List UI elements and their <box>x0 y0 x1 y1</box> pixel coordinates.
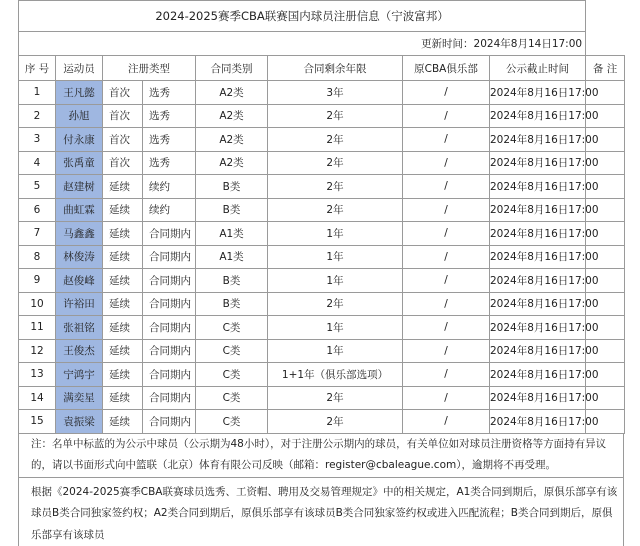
cell-deadline: 2024年8月16日17:00 <box>490 151 586 175</box>
cell-registration-type: 延续 <box>103 269 143 293</box>
table-row <box>19 410 625 434</box>
table-row <box>19 151 625 175</box>
cell-registration-type: 延续 <box>103 316 143 340</box>
cell-registration-subtype: 合同期内 <box>143 245 196 269</box>
registration-table <box>18 0 625 434</box>
cell-no: 1 <box>19 81 56 105</box>
cell-no: 8 <box>19 245 56 269</box>
cell-no: 15 <box>19 410 56 434</box>
header-remark: 备 注 <box>586 56 625 81</box>
cell-registration-subtype: 合同期内 <box>143 386 196 410</box>
cell-contract-years: 2年 <box>268 104 403 128</box>
cell-former-club: / <box>403 363 490 387</box>
cell-contract-type: A2类 <box>196 128 268 152</box>
table-row <box>19 386 625 410</box>
cell-deadline: 2024年8月16日17:00 <box>490 175 586 199</box>
cell-contract-years: 3年 <box>268 81 403 105</box>
cell-former-club: / <box>403 339 490 363</box>
cell-former-club: / <box>403 386 490 410</box>
cell-no: 12 <box>19 339 56 363</box>
cell-registration-subtype: 选秀 <box>143 81 196 105</box>
cell-contract-type: B类 <box>196 198 268 222</box>
note-regulation: 根据《2024-2025赛季CBA联赛球员选秀、工资帽、聘用及交易管理规定》中的相关规定，A1类合同到期后，原俱乐部享有该球员B类合同独家签约权；A2类合同到期后，原俱乐部享有该球员B类合同独家签约权或进入匹配流程；B类合同到期后，原俱乐部享有该球员 <box>19 478 623 546</box>
cell-registration-type: 延续 <box>103 245 143 269</box>
cell-former-club: / <box>403 269 490 293</box>
cell-deadline: 2024年8月16日17:00 <box>490 339 586 363</box>
cell-contract-type: B类 <box>196 175 268 199</box>
cell-contract-years: 1年 <box>268 269 403 293</box>
cell-no: 3 <box>19 128 56 152</box>
cell-registration-type: 延续 <box>103 198 143 222</box>
cell-registration-subtype: 续约 <box>143 198 196 222</box>
table-row <box>19 339 625 363</box>
cell-registration-type: 延续 <box>103 292 143 316</box>
cell-deadline: 2024年8月16日17:00 <box>490 245 586 269</box>
cell-contract-years: 1年 <box>268 339 403 363</box>
header-deadline: 公示截止时间 <box>490 56 586 81</box>
cell-contract-years: 2年 <box>268 292 403 316</box>
cell-athlete: 宁鸿宇 <box>56 363 103 387</box>
cell-deadline: 2024年8月16日17:00 <box>490 316 586 340</box>
table-row <box>19 81 625 105</box>
cell-no: 9 <box>19 269 56 293</box>
cell-registration-type: 延续 <box>103 410 143 434</box>
cell-registration-subtype: 选秀 <box>143 104 196 128</box>
cell-registration-subtype: 选秀 <box>143 151 196 175</box>
registration-document <box>18 0 624 546</box>
cell-contract-type: A2类 <box>196 104 268 128</box>
table-row <box>19 363 625 387</box>
cell-no: 10 <box>19 292 56 316</box>
table-title: 2024-2025赛季CBA联赛国内球员注册信息（宁波富邦） <box>19 1 586 32</box>
cell-contract-years: 1+1年（俱乐部选项） <box>268 363 403 387</box>
cell-former-club: / <box>403 128 490 152</box>
header-former-club: 原CBA俱乐部 <box>403 56 490 81</box>
cell-athlete: 袁振梁 <box>56 410 103 434</box>
cell-contract-type: C类 <box>196 339 268 363</box>
cell-athlete: 付永康 <box>56 128 103 152</box>
cell-athlete: 张祖铭 <box>56 316 103 340</box>
cell-contract-type: C类 <box>196 386 268 410</box>
cell-deadline: 2024年8月16日17:00 <box>490 386 586 410</box>
note-disclaimer: 注：名单中标蓝的为公示中球员（公示期为48小时），对于注册公示期内的球员，有关单位如对球员注册资格等方面持有异议的，请以书面形式向中篮联（北京）体育有限公司反映（邮箱：register@cbaleague.com），逾期将不再受理。 <box>19 434 623 478</box>
cell-registration-type: 延续 <box>103 386 143 410</box>
cell-deadline: 2024年8月16日17:00 <box>490 198 586 222</box>
cell-former-club: / <box>403 81 490 105</box>
cell-contract-type: A2类 <box>196 81 268 105</box>
cell-contract-type: C类 <box>196 410 268 434</box>
table-row <box>19 175 625 199</box>
cell-registration-subtype: 续约 <box>143 175 196 199</box>
header-registration-type: 注册类型 <box>103 56 196 81</box>
cell-contract-years: 2年 <box>268 175 403 199</box>
cell-former-club: / <box>403 175 490 199</box>
cell-athlete: 王俊杰 <box>56 339 103 363</box>
cell-registration-type: 延续 <box>103 363 143 387</box>
cell-contract-years: 2年 <box>268 198 403 222</box>
cell-athlete: 马鑫鑫 <box>56 222 103 246</box>
cell-contract-years: 1年 <box>268 316 403 340</box>
cell-deadline: 2024年8月16日17:00 <box>490 104 586 128</box>
cell-former-club: / <box>403 410 490 434</box>
cell-registration-type: 首次 <box>103 81 143 105</box>
cell-registration-subtype: 合同期内 <box>143 292 196 316</box>
table-row <box>19 104 625 128</box>
cell-former-club: / <box>403 292 490 316</box>
table-row <box>19 316 625 340</box>
cell-registration-subtype: 合同期内 <box>143 316 196 340</box>
cell-athlete: 孙旭 <box>56 104 103 128</box>
table-row <box>19 128 625 152</box>
cell-deadline: 2024年8月16日17:00 <box>490 81 586 105</box>
cell-athlete: 王凡懿 <box>56 81 103 105</box>
cell-former-club: / <box>403 104 490 128</box>
cell-deadline: 2024年8月16日17:00 <box>490 410 586 434</box>
cell-registration-type: 首次 <box>103 104 143 128</box>
cell-athlete: 曲虹霖 <box>56 198 103 222</box>
cell-no: 11 <box>19 316 56 340</box>
cell-deadline: 2024年8月16日17:00 <box>490 269 586 293</box>
table-row <box>19 269 625 293</box>
update-time: 更新时间：2024年8月14日17:00 <box>19 32 586 56</box>
cell-no: 5 <box>19 175 56 199</box>
cell-contract-type: C类 <box>196 316 268 340</box>
table-row <box>19 222 625 246</box>
cell-no: 14 <box>19 386 56 410</box>
header-row <box>19 56 625 81</box>
cell-former-club: / <box>403 245 490 269</box>
cell-deadline: 2024年8月16日17:00 <box>490 363 586 387</box>
cell-registration-type: 延续 <box>103 339 143 363</box>
cell-contract-years: 2年 <box>268 128 403 152</box>
cell-deadline: 2024年8月16日17:00 <box>490 128 586 152</box>
notes-section <box>18 434 624 546</box>
cell-registration-subtype: 合同期内 <box>143 363 196 387</box>
cell-registration-subtype: 合同期内 <box>143 222 196 246</box>
cell-athlete: 张禹童 <box>56 151 103 175</box>
header-contract-type: 合同类别 <box>196 56 268 81</box>
cell-no: 6 <box>19 198 56 222</box>
cell-registration-subtype: 合同期内 <box>143 339 196 363</box>
cell-registration-subtype: 选秀 <box>143 128 196 152</box>
cell-registration-type: 延续 <box>103 175 143 199</box>
table-row <box>19 198 625 222</box>
cell-registration-type: 延续 <box>103 222 143 246</box>
cell-contract-type: A2类 <box>196 151 268 175</box>
cell-registration-subtype: 合同期内 <box>143 410 196 434</box>
cell-contract-type: C类 <box>196 363 268 387</box>
cell-registration-subtype: 合同期内 <box>143 269 196 293</box>
table-row <box>19 292 625 316</box>
header-no: 序 号 <box>19 56 56 81</box>
cell-deadline: 2024年8月16日17:00 <box>490 292 586 316</box>
cell-contract-type: A1类 <box>196 222 268 246</box>
cell-no: 2 <box>19 104 56 128</box>
cell-no: 7 <box>19 222 56 246</box>
cell-athlete: 赵俊峰 <box>56 269 103 293</box>
cell-contract-years: 1年 <box>268 222 403 246</box>
cell-contract-type: B类 <box>196 292 268 316</box>
cell-athlete: 满奕星 <box>56 386 103 410</box>
cell-no: 13 <box>19 363 56 387</box>
cell-contract-years: 2年 <box>268 151 403 175</box>
cell-former-club: / <box>403 316 490 340</box>
cell-contract-type: A1类 <box>196 245 268 269</box>
cell-no: 4 <box>19 151 56 175</box>
cell-contract-years: 1年 <box>268 245 403 269</box>
cell-contract-years: 2年 <box>268 410 403 434</box>
cell-former-club: / <box>403 151 490 175</box>
table-row <box>19 245 625 269</box>
cell-registration-type: 首次 <box>103 128 143 152</box>
cell-deadline: 2024年8月16日17:00 <box>490 222 586 246</box>
cell-athlete: 林俊涛 <box>56 245 103 269</box>
cell-former-club: / <box>403 198 490 222</box>
cell-former-club: / <box>403 222 490 246</box>
cell-registration-type: 首次 <box>103 151 143 175</box>
cell-athlete: 许裕田 <box>56 292 103 316</box>
cell-athlete: 赵建树 <box>56 175 103 199</box>
cell-contract-type: B类 <box>196 269 268 293</box>
header-contract-years: 合同剩余年限 <box>268 56 403 81</box>
header-athlete: 运动员 <box>56 56 103 81</box>
cell-contract-years: 2年 <box>268 386 403 410</box>
